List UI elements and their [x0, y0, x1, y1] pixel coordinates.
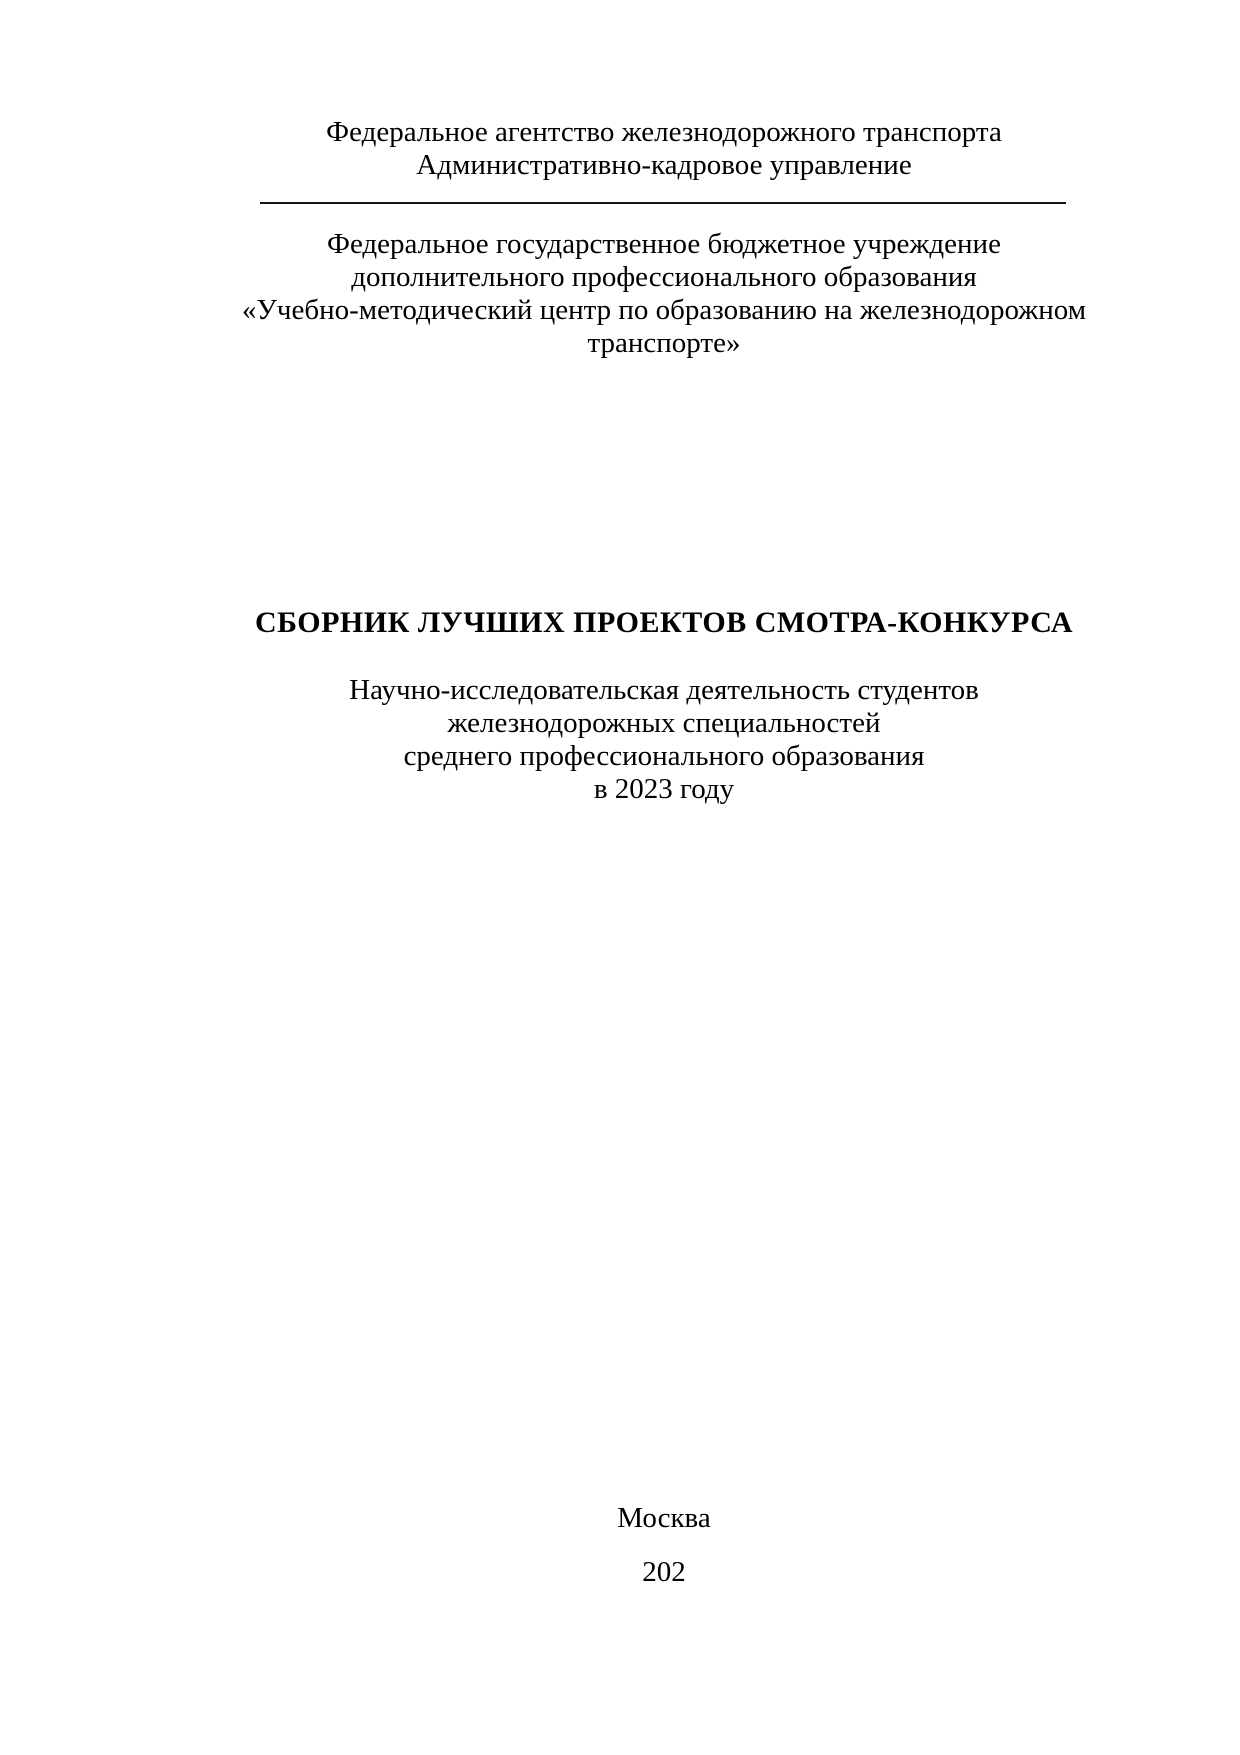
org-publisher [177, 228, 1151, 360]
subtitle-line-2: железнодорожных специальностей [447, 707, 881, 739]
imprint-city: Москва [617, 1502, 711, 1534]
org-header-line-2: Административно-кадровое управление [416, 149, 912, 181]
org-publisher-line-2: дополнительного профессионального образования [351, 261, 977, 293]
org-publisher-line-1: Федеральное государственное бюджетное учреждение [327, 228, 1001, 260]
org-header [177, 116, 1151, 182]
org-publisher-line-3: «Учебно-методический центр по образованию на железнодорожном [241, 294, 1087, 326]
document-subtitle [177, 674, 1151, 806]
org-publisher-line-4: транспорте» [587, 327, 741, 359]
subtitle-line-3: среднего профессионального образования [403, 740, 925, 772]
horizontal-rule [260, 202, 1066, 204]
imprint-year: 202 [642, 1556, 686, 1588]
document-title: СБОРНИК ЛУЧШИХ ПРОЕКТОВ СМОТРА-КОНКУРСА [254, 606, 1074, 639]
subtitle-line-4: в 2023 году [593, 773, 735, 805]
org-header-line-1: Федеральное агентство железнодорожного транспорта [326, 116, 1002, 148]
subtitle-line-1: Научно-исследовательская деятельность студентов [349, 674, 979, 706]
